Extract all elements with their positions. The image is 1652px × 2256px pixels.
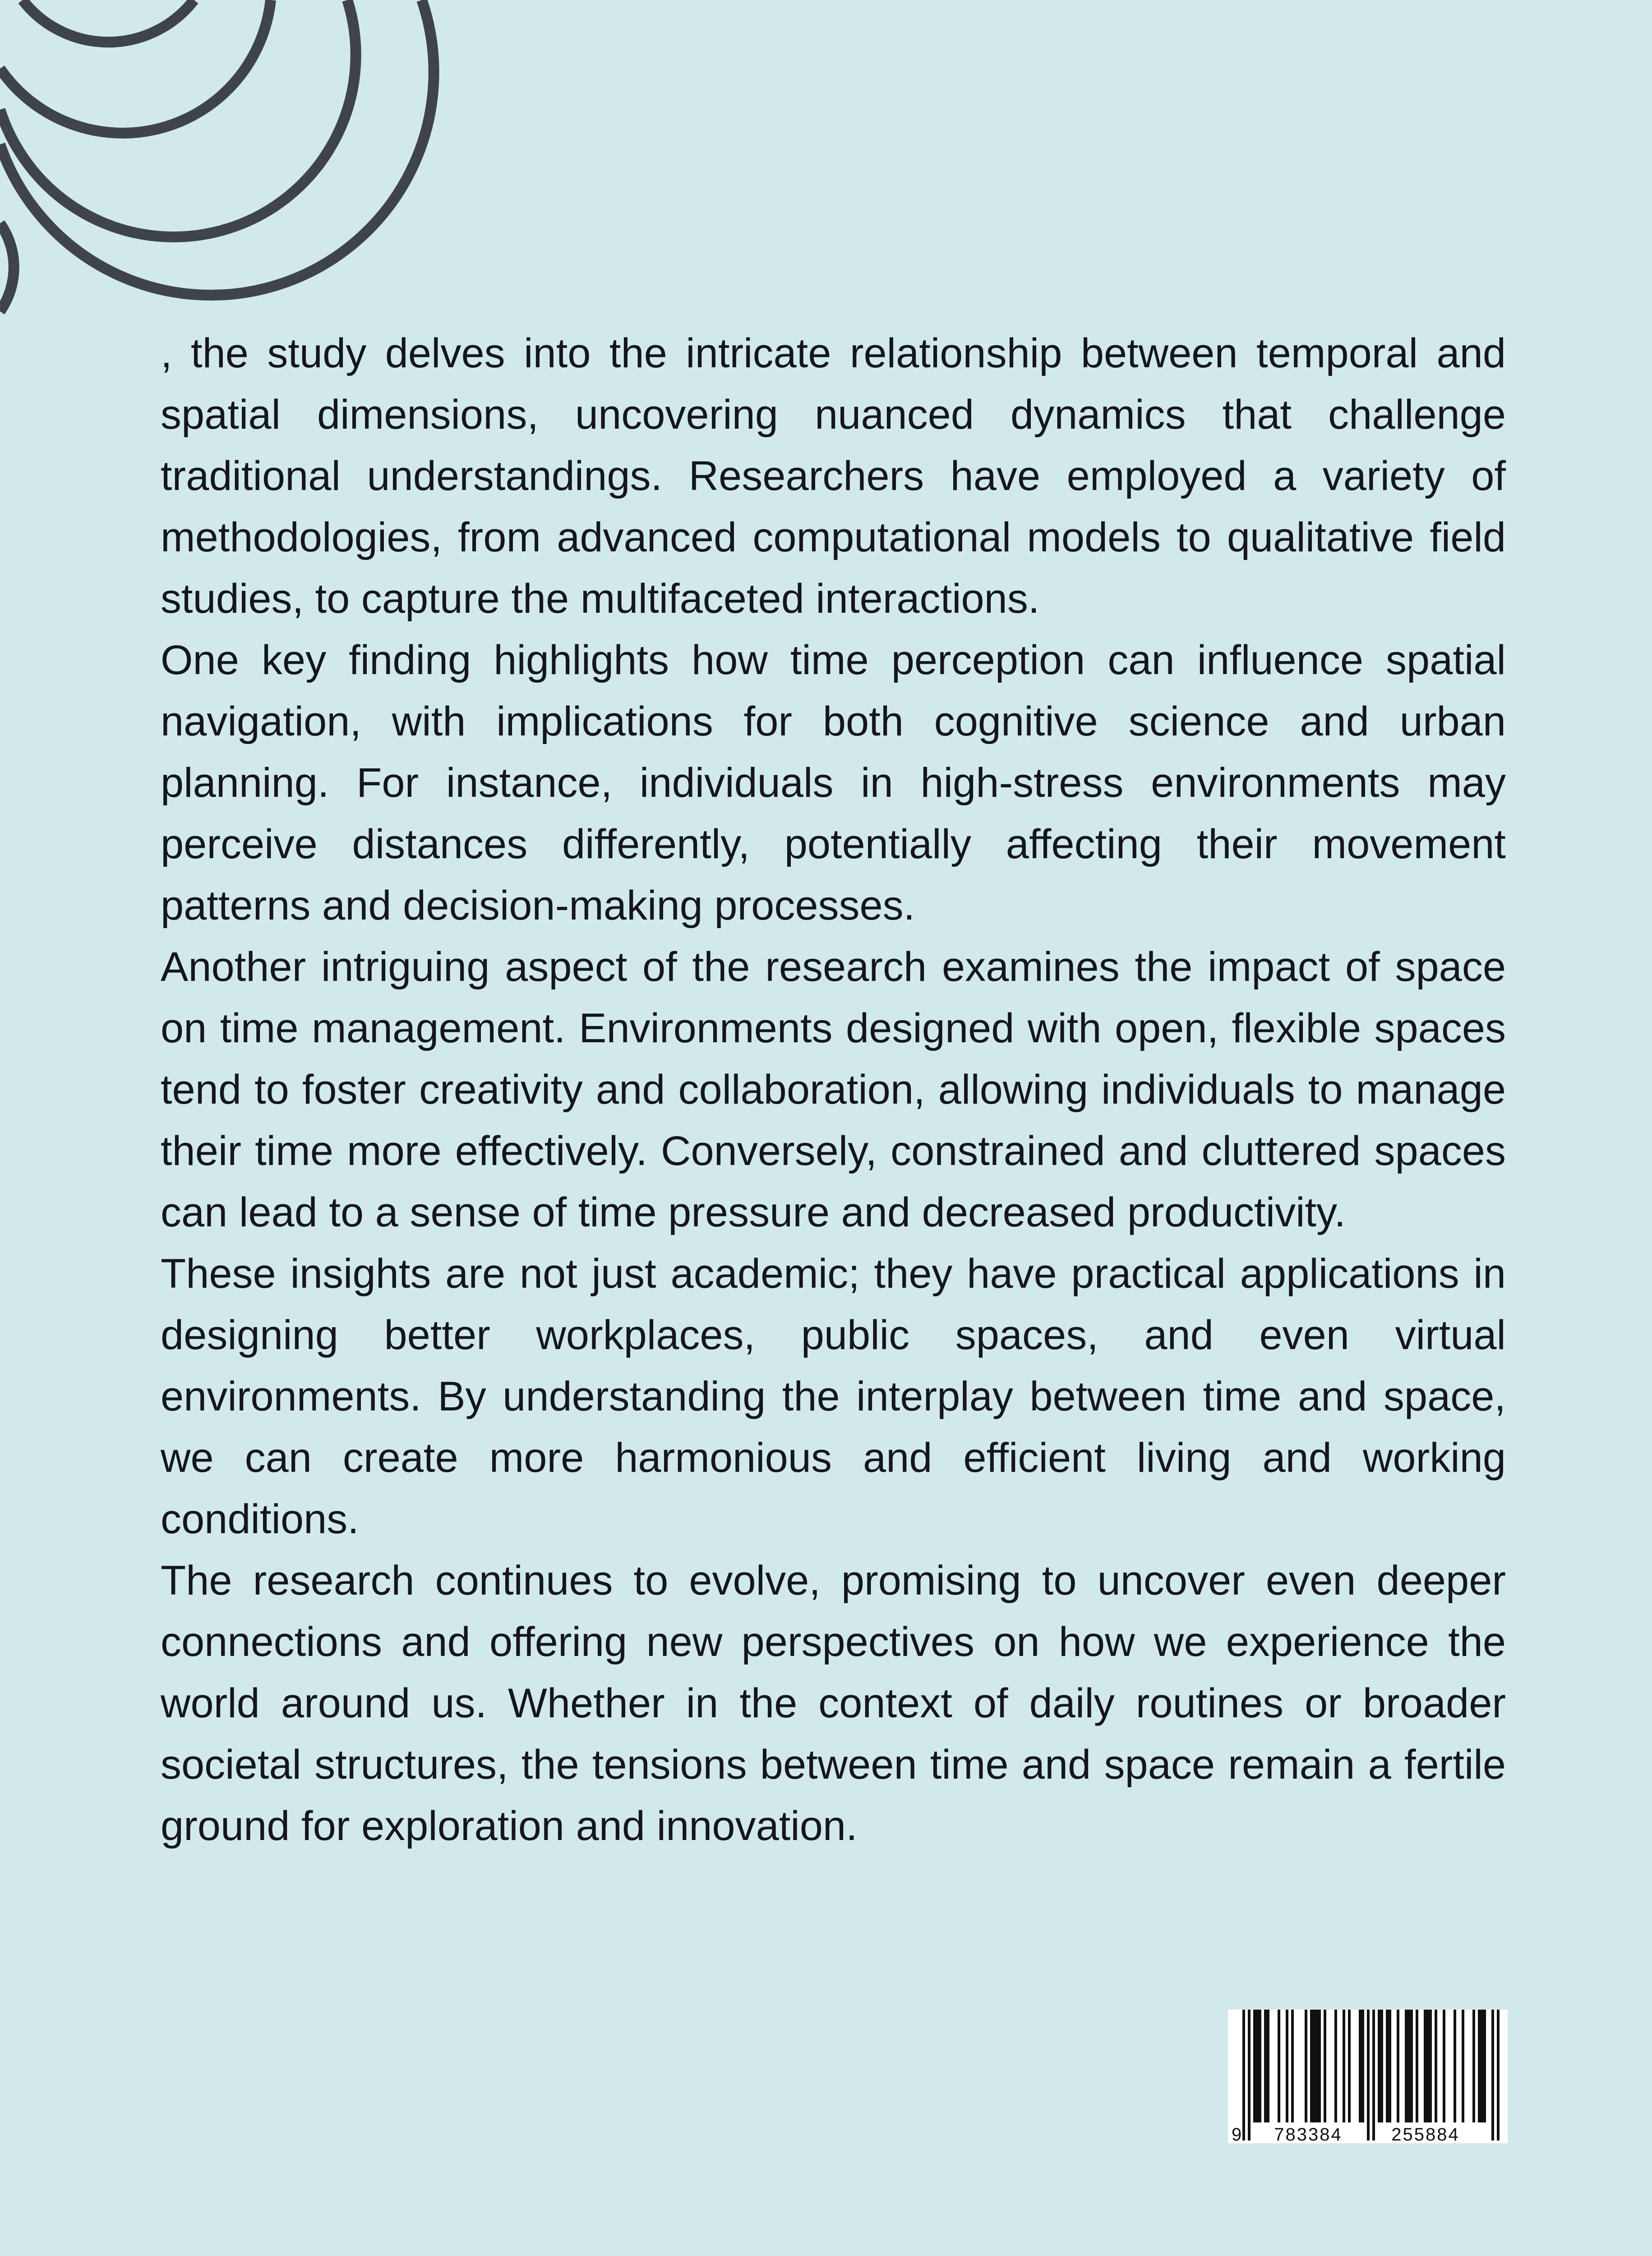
barcode-bar [1410, 2010, 1413, 2122]
barcode-bar [1454, 2010, 1456, 2122]
barcode-bar [1343, 2010, 1345, 2122]
barcode-bar [1267, 2010, 1269, 2122]
barcode-bar [1416, 2010, 1418, 2122]
barcode-bar [1472, 2010, 1475, 2122]
barcode-bar [1386, 2010, 1389, 2122]
barcode-bar [1378, 2010, 1380, 2122]
paragraph-2: One key finding highlights how time perception can influence spatial navigation, with implications for both cognitive science and urban planning. For instance, individuals in high-stress environments may perceive distances differently, potentially affecting their movement patterns and decision-making processes. [161, 637, 1506, 929]
barcode-bar [1305, 2010, 1307, 2122]
barcode-bar [1334, 2010, 1337, 2122]
barcode-bar [1478, 2010, 1481, 2122]
barcode-bar [1318, 2010, 1321, 2122]
barcode-bar [1242, 2010, 1245, 2140]
barcode-bar [1324, 2010, 1326, 2122]
barcode-bar [1256, 2010, 1259, 2122]
barcode-bar [1253, 2010, 1256, 2122]
barcode-bar [1348, 2010, 1351, 2122]
barcode-bar [1367, 2010, 1370, 2140]
paragraph-4: These insights are not just academic; they have practical applications in designing better workplaces, public spaces, and even virtual environments. By understanding the interplay between time and space, we can create more harmonious and efficient living and working conditions. [161, 1251, 1506, 1542]
decorative-arcs [0, 0, 451, 361]
barcode-bar [1389, 2010, 1391, 2122]
barcode-graphic [1228, 2010, 1508, 2143]
barcode-bar [1264, 2010, 1267, 2122]
barcode-bar [1435, 2010, 1437, 2122]
paragraph-5: The research continues to evolve, promising to uncover even deeper connections and offering new perspectives on how we experience the world around us. Whether in the context of daily routines or broader societal structures, the tensions between time and space remain a fertile ground for exploration and innovation. [161, 1558, 1506, 1849]
barcode-bar [1426, 2010, 1429, 2122]
barcode-bar [1429, 2010, 1432, 2122]
barcode-bar [1315, 2010, 1318, 2122]
barcode-bar [1424, 2010, 1426, 2122]
barcode-left-digits: 783384 [1274, 2125, 1343, 2143]
barcode-bar [1372, 2010, 1375, 2140]
barcode-bar [1407, 2010, 1410, 2122]
barcode-bar [1248, 2010, 1251, 2140]
barcode-bar [1359, 2010, 1361, 2122]
back-cover-text [161, 323, 1506, 1857]
barcode-bar [1259, 2010, 1261, 2122]
arc-ring-1 [0, 0, 434, 295]
barcode-right-digits: 255884 [1391, 2125, 1460, 2143]
barcode-bar [1405, 2010, 1407, 2122]
paragraph-3: Another intriguing aspect of the research examines the impact of space on time management. Environments designed with open, flexible spaces tend to foster creativity and collaboration, allowing individuals to manage their time more effectively. Conversely, constrained and cluttered spaces can lead to a sense of time pressure and decreased productivity. [161, 944, 1506, 1235]
barcode-bar [1483, 2010, 1486, 2122]
barcode-bar [1380, 2010, 1383, 2122]
barcode-bar [1491, 2010, 1494, 2140]
barcode-bars [1242, 2010, 1500, 2140]
arc-left-edge [0, 223, 14, 311]
barcode-bar [1443, 2010, 1445, 2122]
arc-ring-4 [23, 0, 194, 42]
barcode-bar [1462, 2010, 1464, 2122]
barcode-bar [1310, 2010, 1313, 2122]
barcode-bar [1278, 2010, 1280, 2122]
barcode-bar [1397, 2010, 1399, 2122]
barcode-lead-digit: 9 [1232, 2125, 1242, 2143]
barcode-bar [1291, 2010, 1294, 2122]
isbn-barcode [1228, 2010, 1508, 2143]
barcode-bar [1497, 2010, 1500, 2140]
barcode-bar [1286, 2010, 1288, 2122]
paragraph-1: , the study delves into the intricate relationship between temporal and spatial dimensions, uncovering nuanced dynamics that challenge traditional understandings. Researchers have employed a variety of methodologies, from advanced computational models to qualitative field studies, to capture the multifaceted interactions. [161, 330, 1506, 622]
barcode-bar [1313, 2010, 1315, 2122]
barcode-bar [1361, 2010, 1364, 2122]
barcode-bar [1481, 2010, 1483, 2122]
